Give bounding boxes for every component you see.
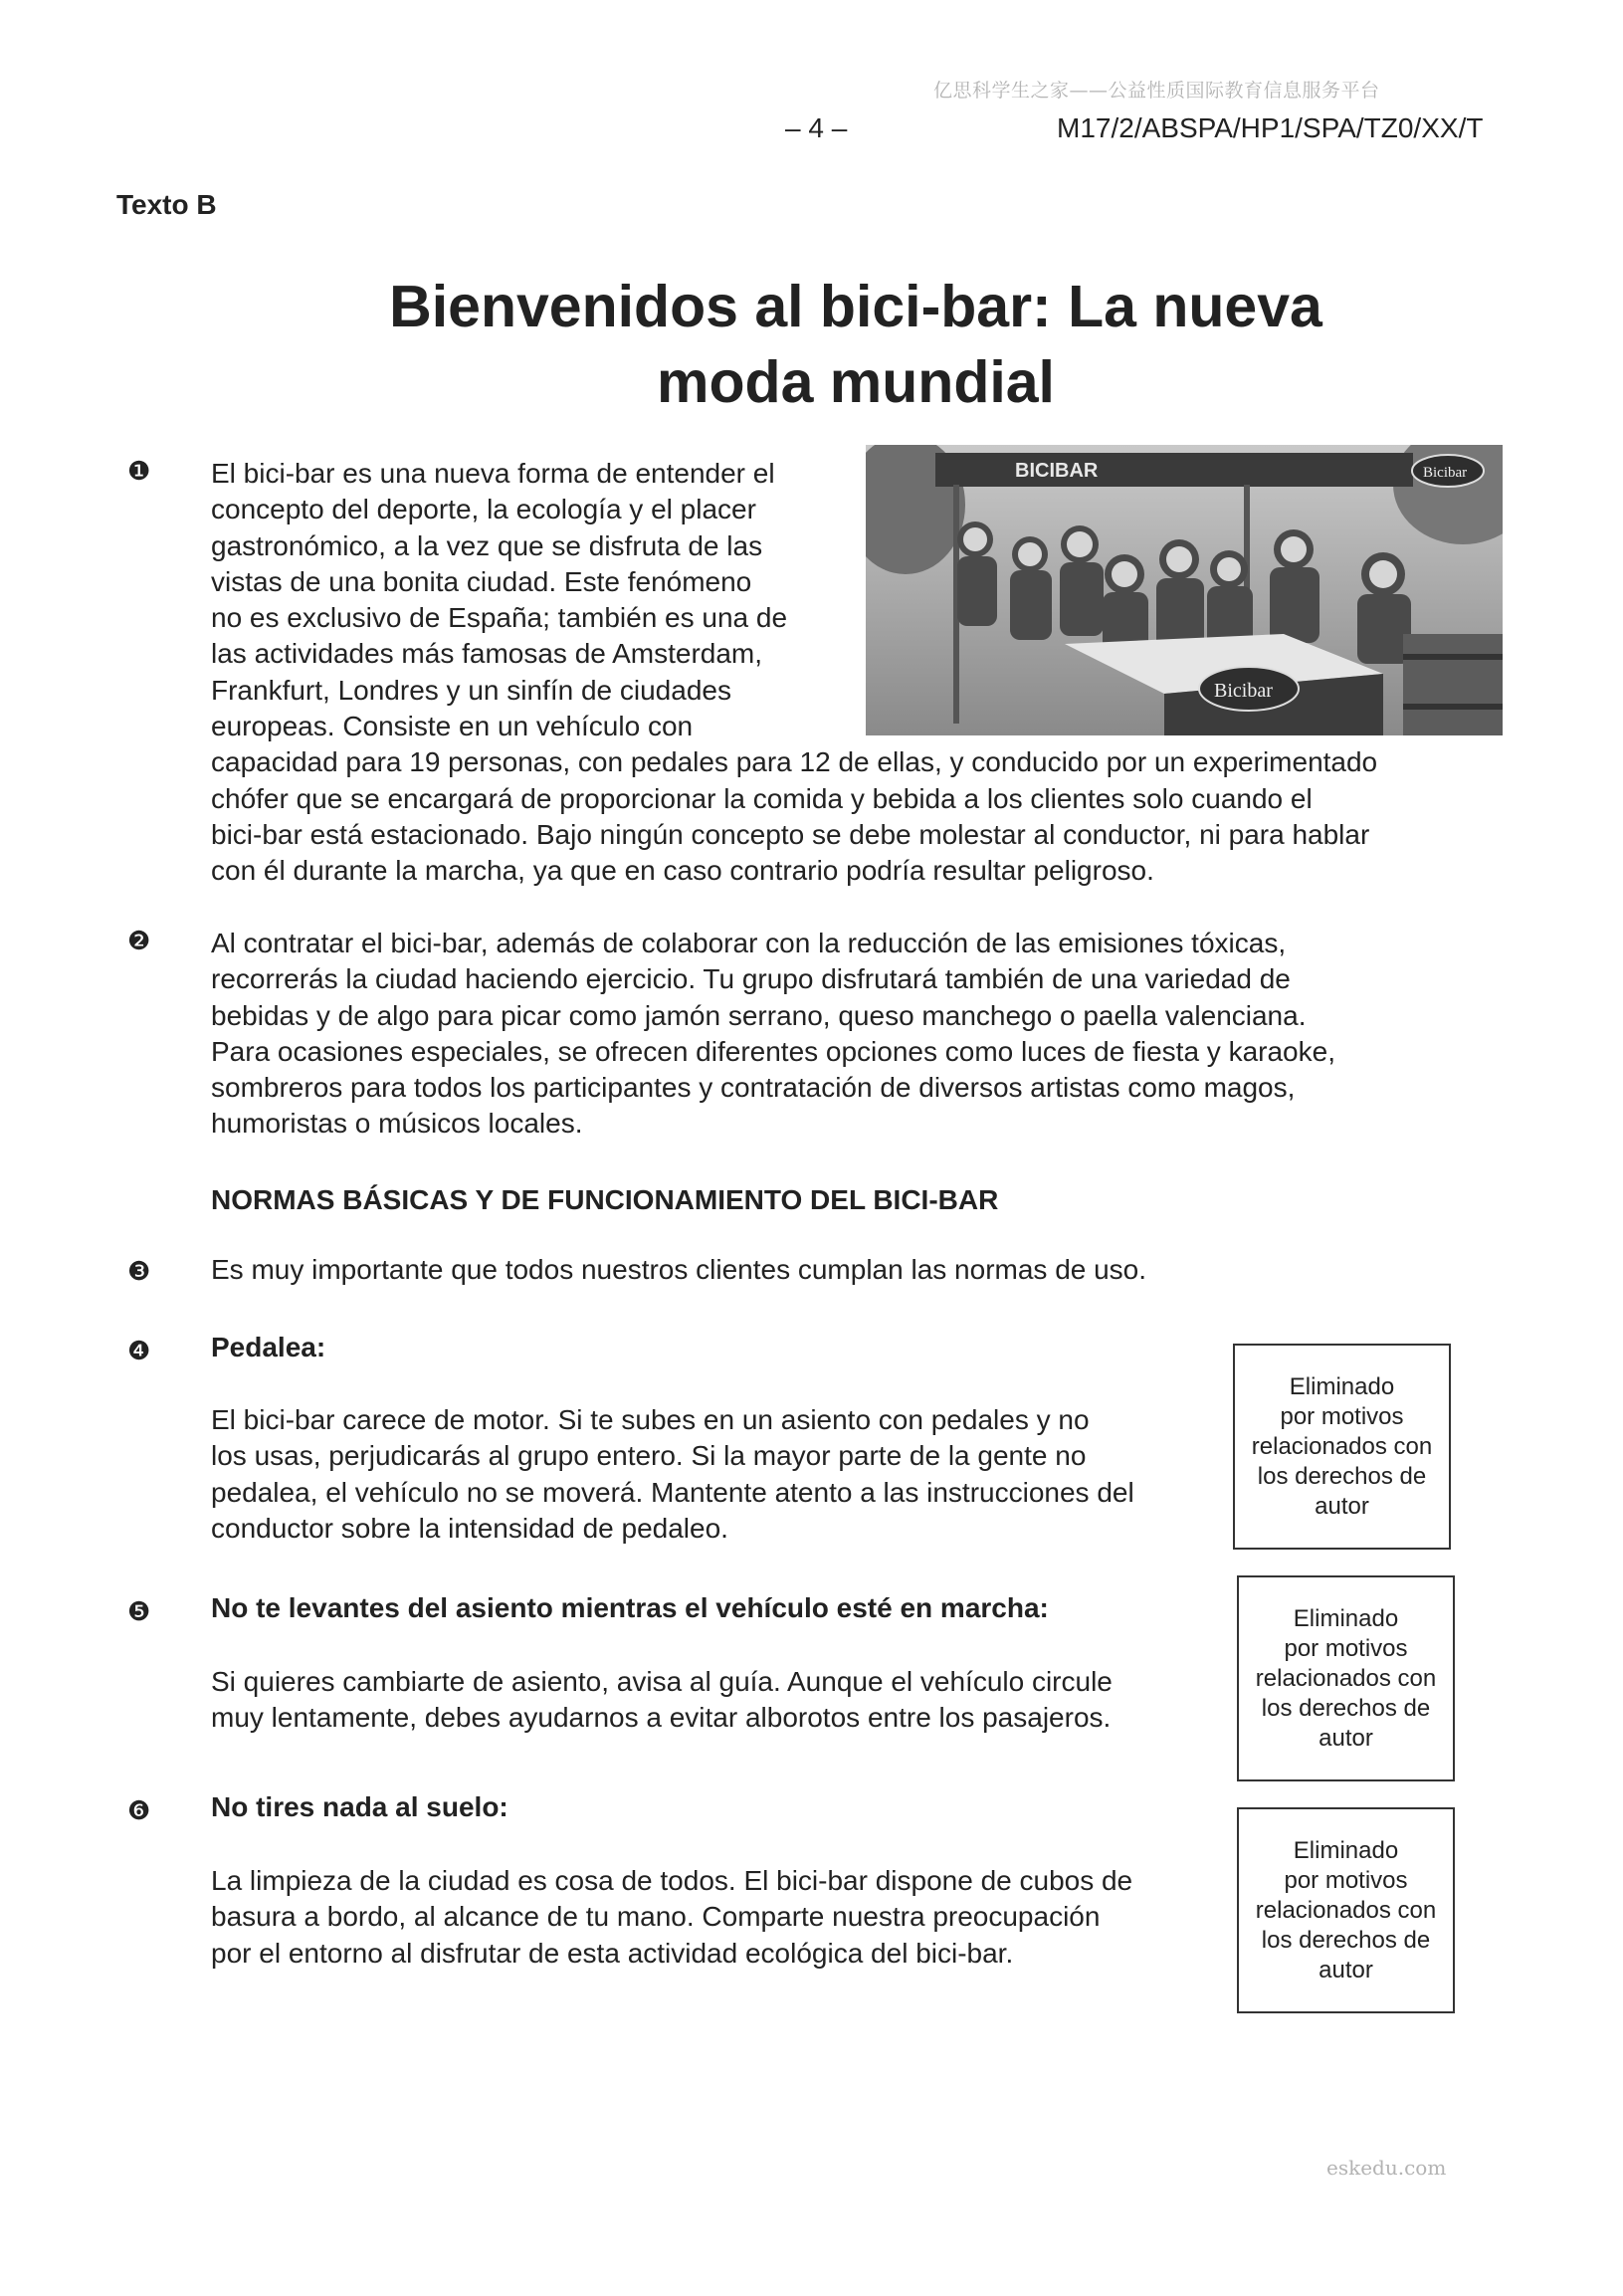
copyright-box-line: autor [1319,1956,1373,1983]
paragraph-1-line: concepto del deporte, la ecología y el placer [211,494,756,525]
paragraph-1 [211,456,1377,890]
copyright-box-line: relacionados con [1255,1664,1437,1692]
copyright-box-line: relacionados con [1251,1432,1433,1460]
text-label: Texto B [116,189,217,220]
copyright-box-line: Eliminado [1293,1836,1399,1864]
photo-logo-bottom: Bicibar [1214,680,1273,702]
paragraph-1-marker: ❶ [127,456,151,486]
page-number: – 4 – [785,112,848,143]
paragraph-4-line: pedalea, el vehículo no se moverá. Mantente atento a las instrucciones del [211,1476,1134,1508]
photo-sign: BICIBAR [1015,460,1099,482]
paragraph-1-line: con él durante la marcha, ya que en caso contrario podría resultar peligroso. [211,855,1154,887]
paragraph-1-line: capacidad para 19 personas, con pedales para 12 de ellas, y conducido por un experimentado [211,746,1378,778]
paragraph-4-body [211,1402,1134,1547]
paragraph-2 [211,926,1335,1143]
paragraph-1-line: bici-bar está estacionado. Bajo ningún concepto se debe molestar al conductor, ni para hablar [211,818,1370,850]
paragraph-5-line: muy lentamente, debes ayudarnos a evitar alborotos entre los pasajeros. [211,1702,1112,1734]
paragraph-6-marker: ❻ [127,1795,151,1825]
paragraph-6-line: basura a bordo, al alcance de tu mano. Comparte nuestra preocupación [211,1901,1101,1933]
rules-heading: NORMAS BÁSICAS Y DE FUNCIONAMIENTO DEL BICI-BAR [211,1184,999,1215]
paragraph-1-line: las actividades más famosas de Amsterdam, [211,638,763,670]
paragraph-4-line: los usas, perjudicarás al grupo entero. Si la mayor parte de la gente no [211,1440,1087,1472]
copyright-box-line: Eliminado [1293,1604,1399,1632]
copyright-removed-box-3 [1237,1807,1455,2013]
copyright-box-line: los derechos de [1261,1926,1431,1954]
title-line-2: moda mundial [657,349,1055,415]
paragraph-1-line: vistas de una bonita ciudad. Este fenómeno [211,565,752,597]
photo-logo-top: Bicibar [1423,465,1468,481]
paragraph-6-heading: No tires nada al suelo: [211,1791,508,1822]
paragraph-4-marker: ❹ [127,1336,151,1365]
watermark-bottom: eskedu.com [1326,2156,1447,2180]
paragraph-3: Es muy importante que todos nuestros clientes cumplan las normas de uso. [211,1254,1147,1285]
paragraph-2-line: recorrerás la ciudad haciendo ejercicio. Tu grupo disfrutará también de una variedad de [211,963,1291,995]
copyright-box-line: los derechos de [1261,1694,1431,1722]
copyright-box-line: por motivos [1284,1634,1408,1662]
paragraph-2-line: sombreros para todos los participantes y contratación de diversos artistas como magos, [211,1072,1296,1104]
paragraph-1-line: chófer que se encargará de proporcionar la comida y bebida a los clientes solo cuando el [211,782,1313,814]
copyright-box-line: autor [1319,1724,1373,1752]
paragraph-4-line: El bici-bar carece de motor. Si te subes en un asiento con pedales y no [211,1404,1090,1435]
paragraph-1-line: no es exclusivo de España; también es una de [211,602,788,634]
paragraph-2-marker: ❷ [127,926,151,955]
paragraph-6-body [211,1863,1132,1972]
paragraph-5-body [211,1664,1113,1737]
paragraph-5-marker: ❺ [127,1596,151,1626]
exam-code: M17/2/ABSPA/HP1/SPA/TZ0/XX/T [1057,112,1484,143]
title-line-1: Bienvenidos al bici-bar: La nueva [389,274,1322,339]
paragraph-6-line: La limpieza de la ciudad es cosa de todos. El bici-bar dispone de cubos de [211,1865,1133,1896]
copyright-box-line: por motivos [1280,1402,1404,1430]
paragraph-5-line: Si quieres cambiarte de asiento, avisa al guía. Aunque el vehículo circule [211,1666,1113,1697]
copyright-removed-box-2 [1237,1575,1455,1781]
watermark-top: 亿思科学生之家——公益性质国际教育信息服务平台 [933,80,1380,102]
paragraph-2-line: Al contratar el bici-bar, además de colaborar con la reducción de las emisiones tóxicas, [211,928,1287,958]
paragraph-3-marker: ❸ [127,1256,151,1286]
copyright-removed-box-1 [1233,1344,1451,1550]
paragraph-4-heading: Pedalea: [211,1332,326,1362]
paragraph-5-heading: No te levantes del asiento mientras el vehículo esté en marcha: [211,1592,1049,1623]
paragraph-1-line: El bici-bar es una nueva forma de entender el [211,458,775,489]
paragraph-1-line: gastronómico, a la vez que se disfruta de las [211,529,763,561]
copyright-box-line: Eliminado [1289,1372,1395,1400]
copyright-box-line: por motivos [1284,1866,1408,1894]
paragraph-4-line: conductor sobre la intensidad de pedaleo. [211,1512,728,1544]
paragraph-2-line: humoristas o músicos locales. [211,1108,583,1140]
copyright-box-line: autor [1315,1492,1369,1520]
paragraph-2-line: bebidas y de algo para picar como jamón serrano, queso manchego o paella valenciana. [211,999,1307,1031]
paragraph-1-line: Frankfurt, Londres y un sinfín de ciudades [211,674,731,706]
paragraph-2-line: Para ocasiones especiales, se ofrecen diferentes opciones como luces de fiesta y karaoke, [211,1035,1335,1067]
copyright-box-line: relacionados con [1255,1896,1437,1924]
article-title [259,269,1453,420]
paragraph-6-line: por el entorno al disfrutar de esta actividad ecológica del bici-bar. [211,1937,1014,1969]
paragraph-1-line: europeas. Consiste en un vehículo con [211,711,694,742]
copyright-box-line: los derechos de [1257,1462,1427,1490]
